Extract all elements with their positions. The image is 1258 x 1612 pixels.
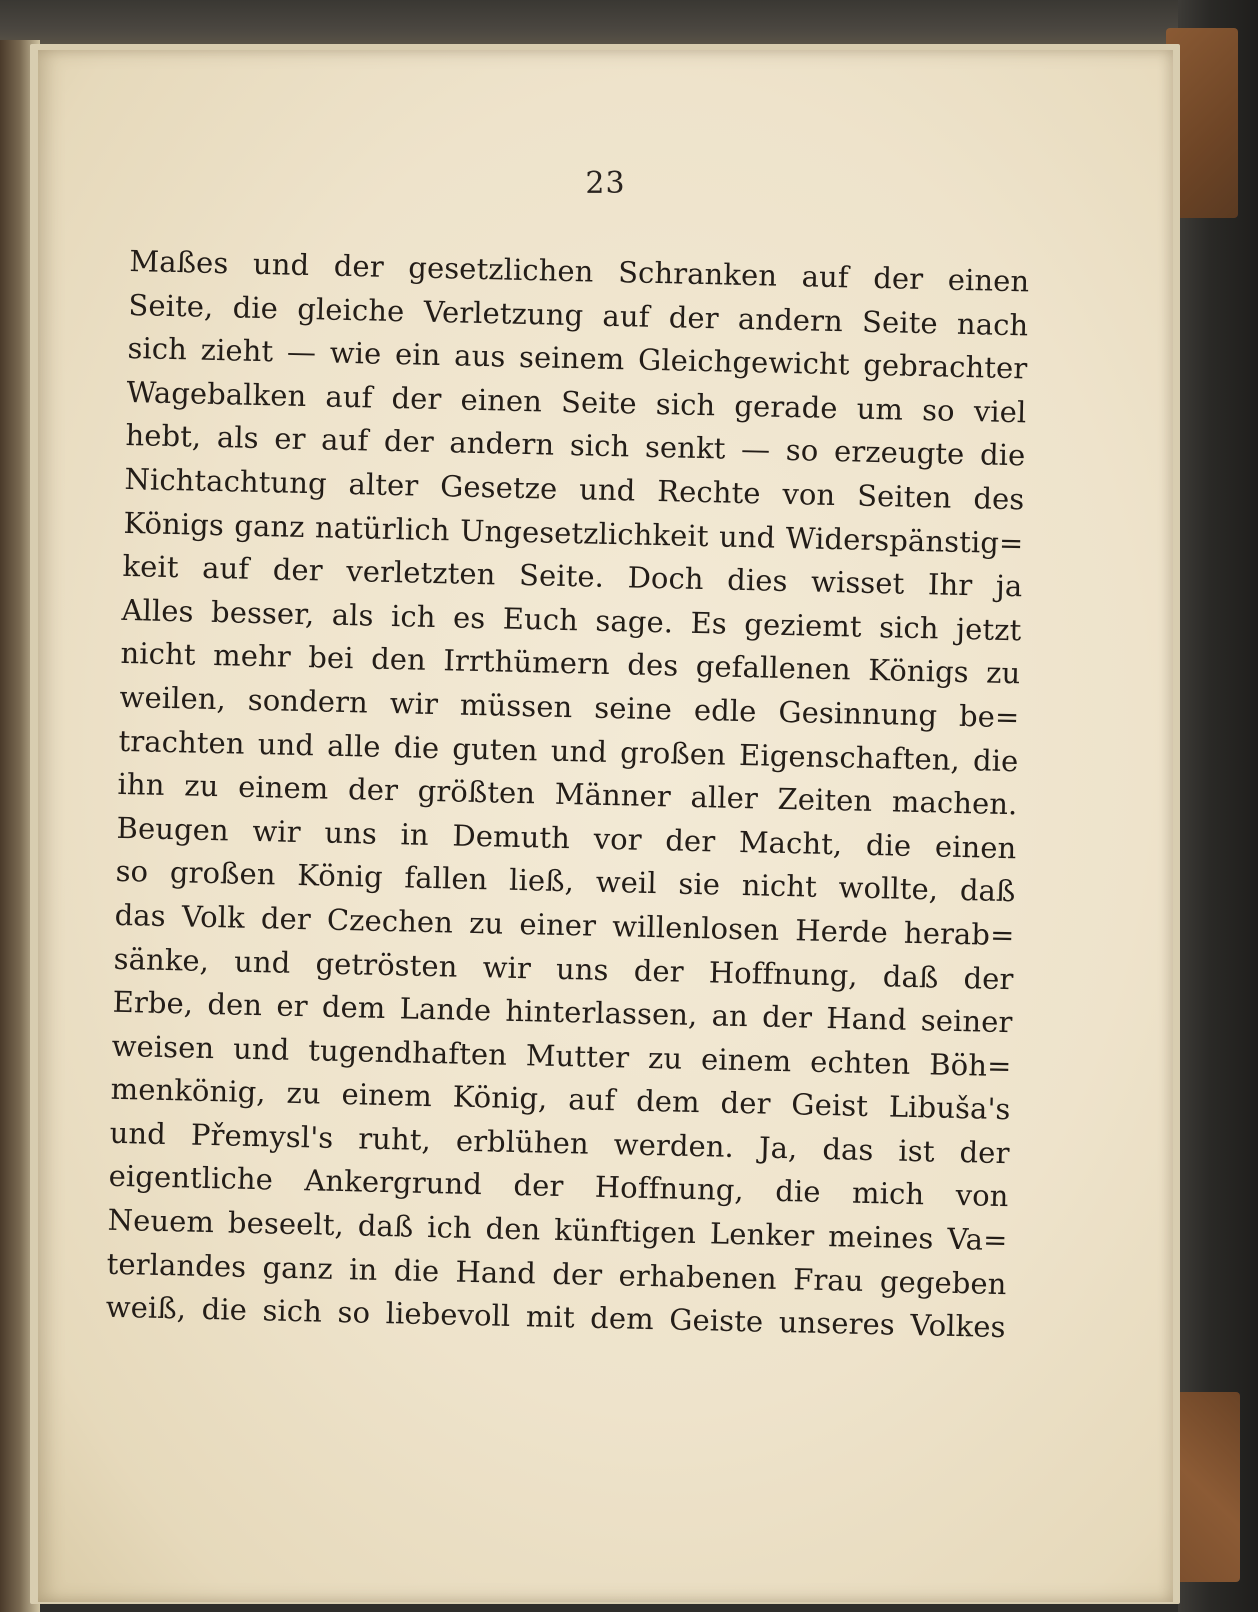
page-number: 23 [585,166,626,201]
text-line: nicht mehr bei den Irrthümern des gefallenen Königs zu [120,636,1021,691]
text-line: Nichtachtung alter Gesetze und Rechte von Seiten des [124,461,1025,517]
text-line: weisen und tugendhaften Mutter zu einem echten Böh= [111,1028,1012,1083]
text-line: ihn zu einem der größten Männer aller Zeiten machen. [117,766,1018,822]
text-line: trachten und alle die guten und großen Eigenschaften, die [118,723,1019,778]
text-line: eigentliche Ankergrund der Hoffnung, die mich von [108,1159,1009,1214]
text-line: Wagebalken auf der einen Seite sich gerade um so viel [126,374,1027,430]
text-line: so großen König fallen ließ, weil sie nicht wollte, daß [115,854,1016,909]
book-cover-top [0,0,1258,48]
text-line: Königs ganz natürlich Ungesetzlichkeit und Widerspänstig= [123,505,1024,560]
text-line: keit auf der verletzten Seite. Doch dies wisset Ihr ja [122,549,1023,604]
text-line: Maßes und der gesetzlichen Schranken auf der einen [129,243,1030,299]
book-cover-right [1178,0,1258,1612]
text-line: Erbe, den er dem Lande hinterlassen, an der Hand seiner [112,984,1013,1040]
text-line: Alles besser, als ich es Euch sage. Es geziemt sich jetzt [121,592,1022,648]
text-line: sänke, und getrösten wir uns der Hoffnung, daß der [113,941,1014,996]
text-line: Beugen wir uns in Demuth vor der Macht, die einen [116,810,1017,865]
text-line: weilen, sondern wir müssen seine edle Gesinnung be= [119,679,1020,735]
text-line: das Volk der Czechen zu einer willenlosen Herde herab= [114,897,1015,953]
text-line: terlandes ganz in die Hand der erhabenen Frau gegeben [106,1246,1007,1301]
text-line: weiß, die sich so liebevoll mit dem Geiste unseres Volkes [105,1289,1006,1345]
body-text [105,240,1029,1350]
text-line: sich zieht — wie ein aus seinem Gleichgewicht gebrachter [127,331,1028,386]
text-line: hebt, als er auf der andern sich senkt — so erzeugte die [125,418,1026,473]
text-line: und Přemysl's ruht, erblühen werden. Ja, das ist der [109,1115,1010,1171]
book-page [38,50,1173,1602]
text-line: menkönig, zu einem König, auf dem der Geist Libuša's [110,1072,1011,1127]
text-line: Seite, die gleiche Verletzung auf der andern Seite nach [128,287,1029,342]
text-line: Neuem beseelt, daß ich den künftigen Lenker meines Va= [107,1202,1008,1258]
